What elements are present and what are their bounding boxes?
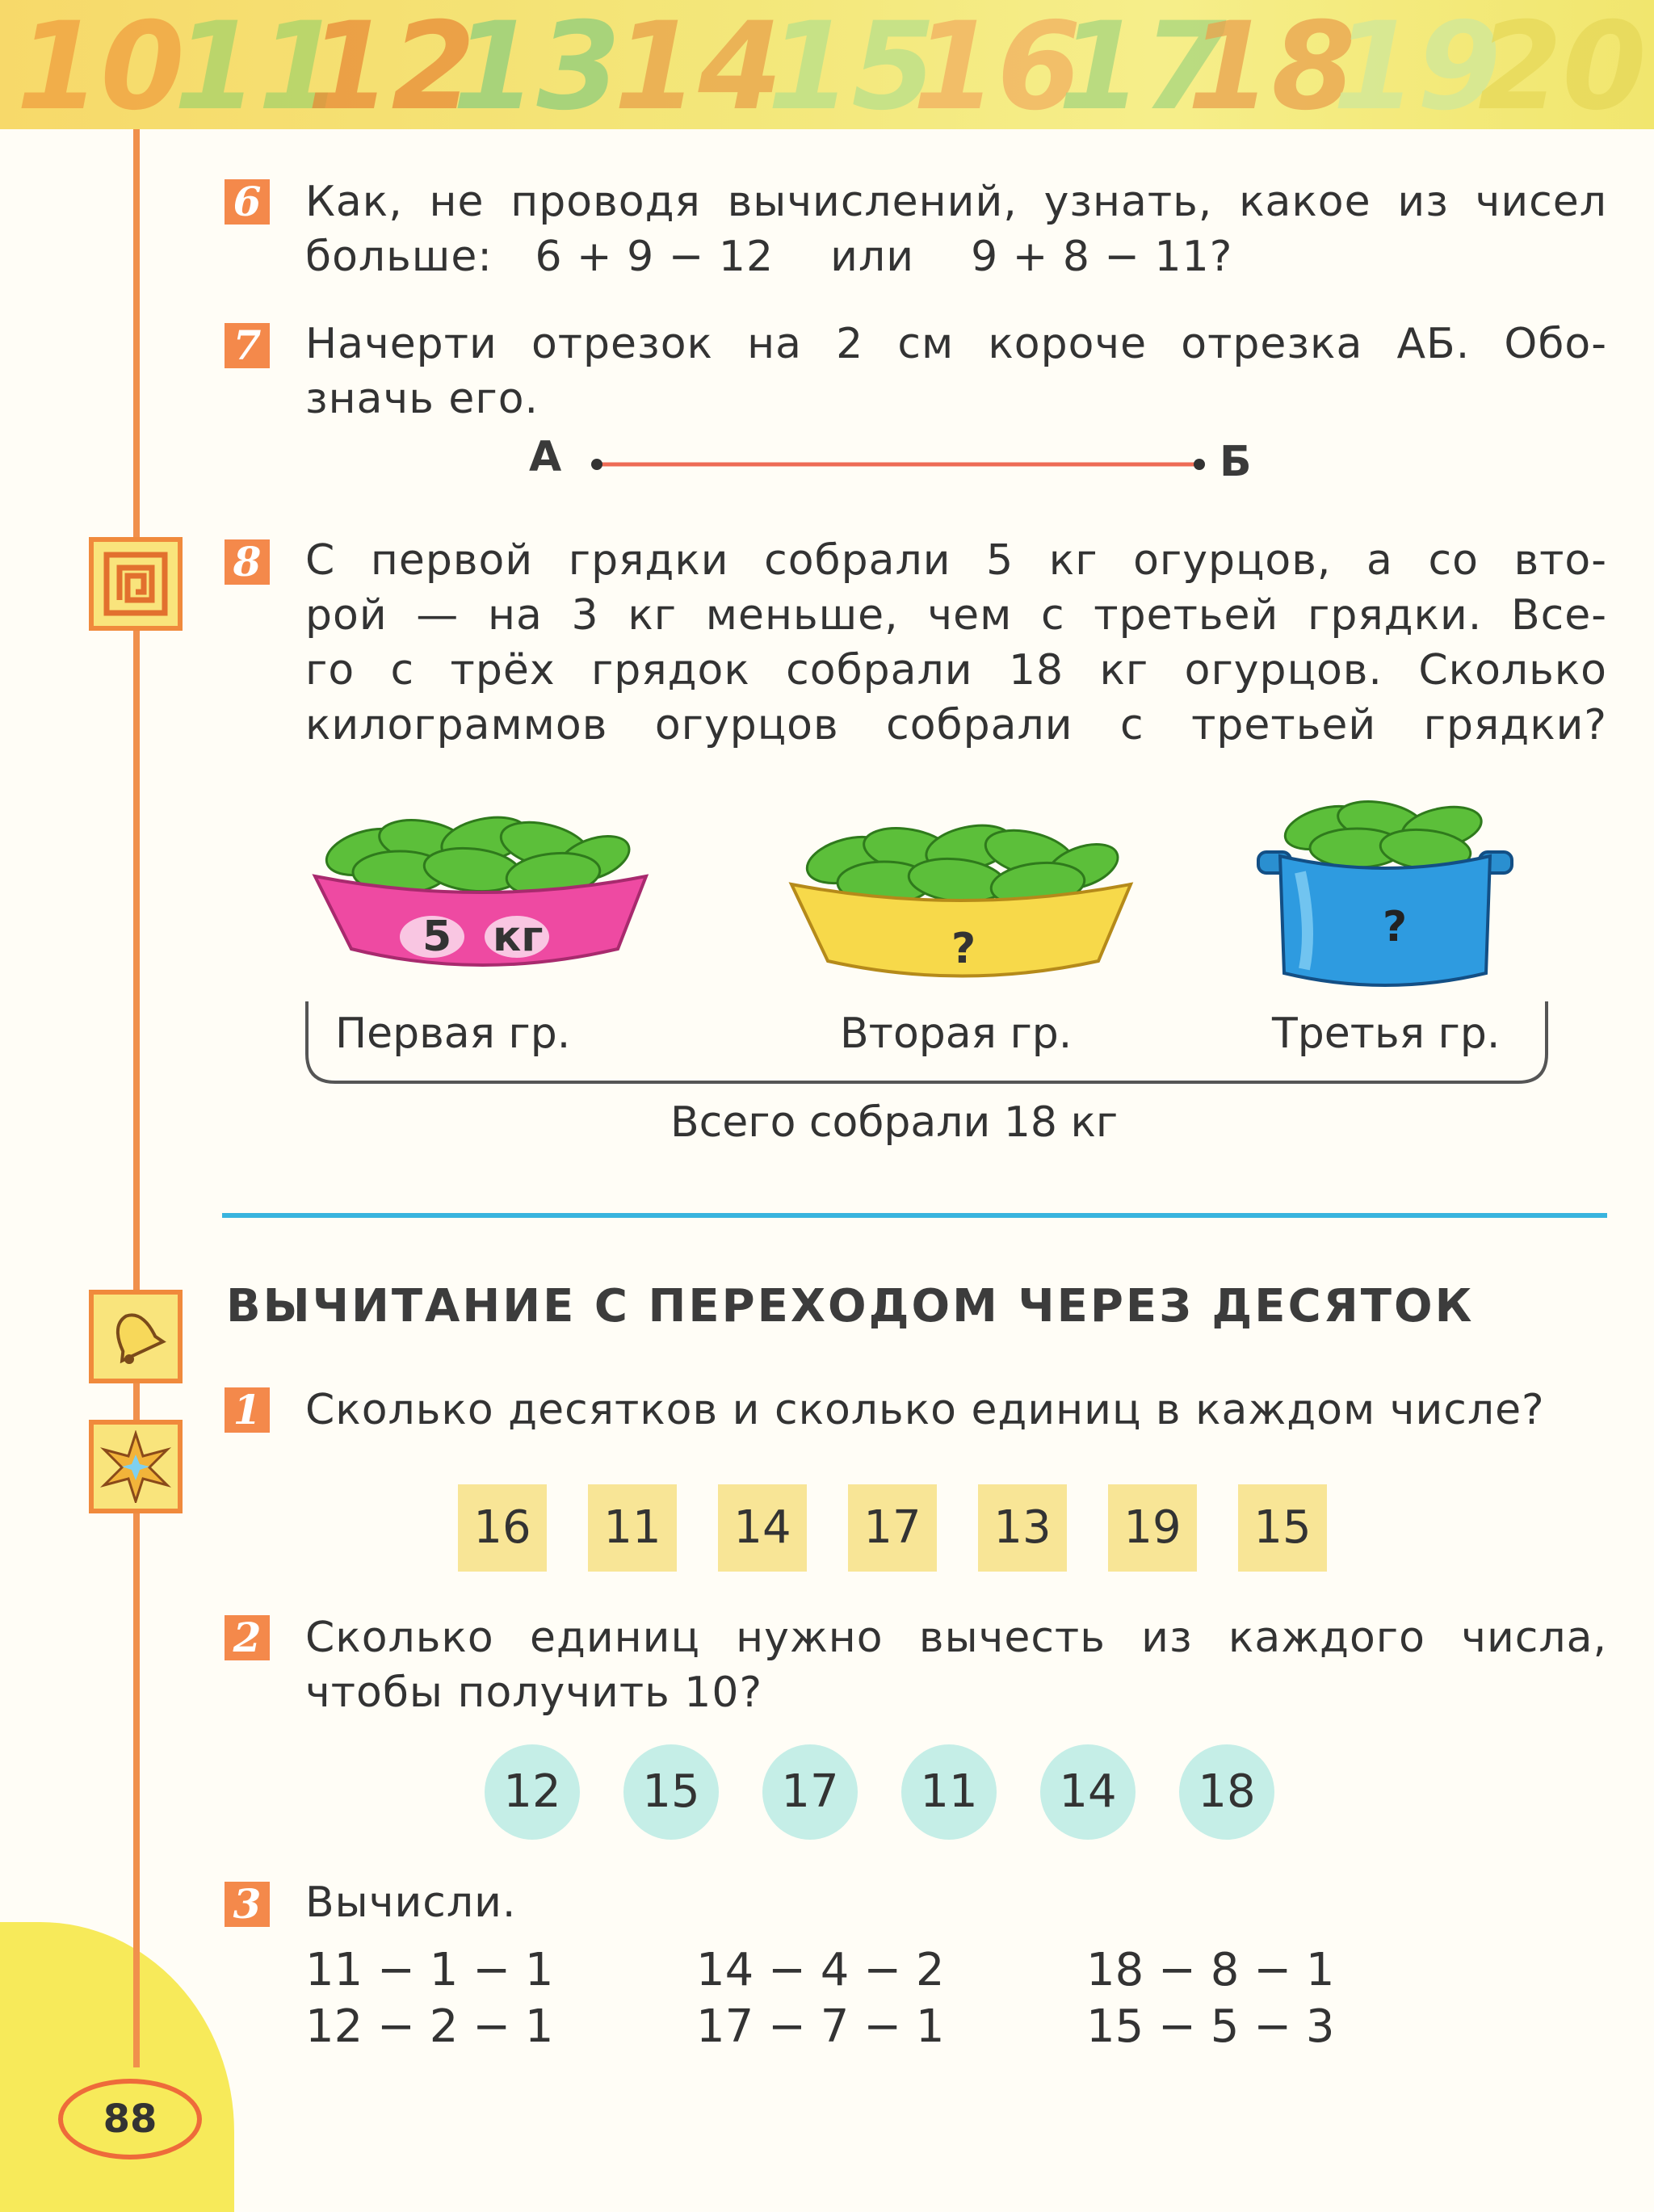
expression: 17 − 7 − 1 xyxy=(696,2000,945,2053)
task-3-text: Вычисли. xyxy=(305,1878,517,1927)
number-square: 15 xyxy=(1238,1484,1327,1572)
corner-decoration xyxy=(0,1922,234,2212)
number-circle: 18 xyxy=(1179,1744,1274,1840)
banner-number: 20 xyxy=(1478,0,1647,129)
number-circle: 14 xyxy=(1040,1744,1136,1840)
top-banner xyxy=(0,0,1654,129)
expression: 15 − 5 − 3 xyxy=(1086,2000,1335,2053)
expression: 18 − 8 − 1 xyxy=(1086,1944,1335,1996)
expression: 11 − 1 − 1 xyxy=(305,1944,554,1996)
page-number: 88 xyxy=(58,2079,202,2160)
number-circle: 17 xyxy=(762,1744,858,1840)
number-square: 16 xyxy=(458,1484,547,1572)
banner-number: 18 xyxy=(1187,0,1356,129)
banner-number: 14 xyxy=(614,0,783,129)
bowl2-question: ? xyxy=(951,925,976,973)
task-line: Как, не проводя вычислений, узнать, какое из чисел xyxy=(305,178,1607,226)
spiral-icon xyxy=(89,537,183,631)
bowl-pink xyxy=(311,795,650,981)
section-title: ВЫЧИТАНИЕ С ПЕРЕХОДОМ ЧЕРЕЗ ДЕСЯТОК xyxy=(226,1280,1475,1333)
banner-number: 12 xyxy=(307,0,476,129)
banner-number: 16 xyxy=(913,0,1081,129)
banner-number: 11 xyxy=(174,0,342,129)
task-number-badge: 2 xyxy=(225,1615,270,1660)
task-line: Сколько единиц нужно вычесть из каждого числа, xyxy=(305,1614,1607,1662)
number-circle: 15 xyxy=(623,1744,719,1840)
point-b-label: Б xyxy=(1220,438,1252,486)
number-square: 13 xyxy=(978,1484,1067,1572)
number-square: 17 xyxy=(848,1484,937,1572)
number-square: 11 xyxy=(588,1484,677,1572)
star-icon xyxy=(89,1420,183,1513)
task-number-badge: 7 xyxy=(225,323,270,368)
task-6-text xyxy=(305,174,1607,284)
label-second-bed: Вторая гр. xyxy=(840,1009,1073,1058)
task-line: С первой грядки собрали 5 кг огурцов, а со вто- xyxy=(305,536,1607,585)
point-a-label: А xyxy=(529,433,562,481)
task-2-text xyxy=(305,1610,1607,1720)
number-circle: 11 xyxy=(901,1744,997,1840)
task-number-badge: 1 xyxy=(225,1387,270,1433)
banner-number: 10 xyxy=(16,0,185,129)
expression: 14 − 4 − 2 xyxy=(696,1944,945,1996)
banner-number: 19 xyxy=(1333,0,1501,129)
label-third-bed: Третья гр. xyxy=(1272,1009,1501,1058)
section-divider xyxy=(222,1213,1607,1218)
task-7-text xyxy=(305,317,1607,426)
task-line: килограммов огурцов собрали с третьей грядки? xyxy=(305,701,1607,749)
task-line: чтобы получить 10? xyxy=(305,1668,763,1717)
task-1-text: Сколько десятков и сколько единиц в каждом числе? xyxy=(305,1386,1545,1434)
task-line: Начерти отрезок на 2 см короче отрезка АБ. Обо- xyxy=(305,320,1607,368)
expression: 12 − 2 − 1 xyxy=(305,2000,554,2053)
label-first-bed: Первая гр. xyxy=(335,1009,571,1058)
banner-number: 17 xyxy=(1058,0,1227,129)
pot-blue xyxy=(1252,791,1518,1001)
total-caption: Всего собрали 18 кг xyxy=(670,1098,1119,1147)
task-line: значь его. xyxy=(305,375,539,423)
bell-icon xyxy=(89,1290,183,1383)
number-square: 19 xyxy=(1108,1484,1197,1572)
banner-number: 15 xyxy=(767,0,936,129)
number-square: 14 xyxy=(718,1484,807,1572)
task-number-badge: 8 xyxy=(225,539,270,585)
pot-question: ? xyxy=(1383,903,1408,951)
task-number-badge: 6 xyxy=(225,179,270,225)
number-circle: 12 xyxy=(485,1744,580,1840)
segment-ab xyxy=(586,452,1215,476)
margin-line xyxy=(133,129,140,2067)
task-line: го с трёх грядок собрали 18 кг огурцов. Сколько xyxy=(305,646,1607,695)
task-line: больше: 6 + 9 − 12 или 9 + 8 − 11? xyxy=(305,233,1233,281)
task-8-text xyxy=(305,533,1607,753)
task-line: рой — на 3 кг меньше, чем с третьей грядки. Все- xyxy=(305,591,1607,640)
banner-number: 13 xyxy=(452,0,621,129)
task-number-badge: 3 xyxy=(225,1882,270,1927)
bowl1-unit: кг xyxy=(493,913,544,961)
bowl1-value: 5 xyxy=(422,913,452,961)
